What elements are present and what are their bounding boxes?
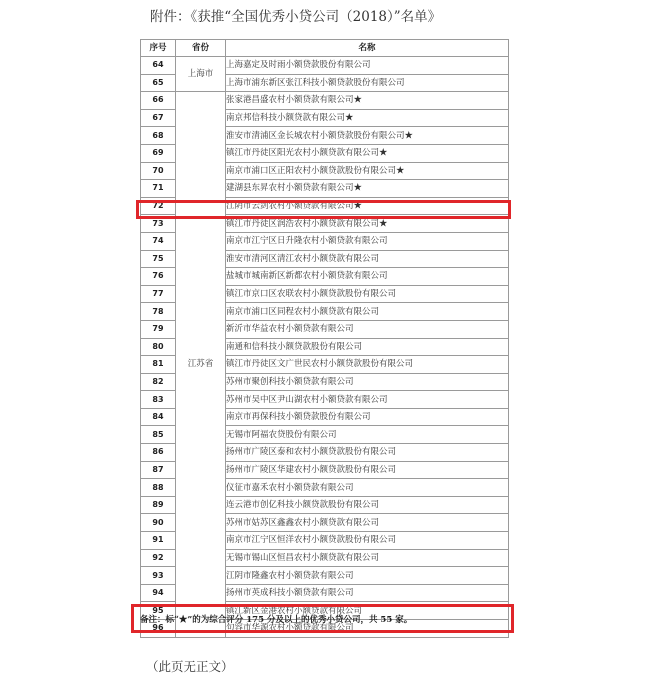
- row-serial-number: 72: [141, 197, 176, 215]
- table-row: [141, 92, 509, 110]
- row-serial-number: 82: [141, 373, 176, 391]
- row-company-name: 南京市江宁区日升隆农村小额贷款有限公司: [226, 232, 509, 250]
- row-serial-number: 69: [141, 144, 176, 162]
- row-company-name: 建湖县东昇农村小额贷款有限公司★: [226, 180, 509, 198]
- row-company-name: 句容市华源农村小额贷款有限公司: [226, 620, 509, 638]
- row-company-name: 仪征市嘉禾农村小额贷款有限公司: [226, 479, 509, 497]
- row-company-name: 南京邦信科技小额贷款有限公司★: [226, 109, 509, 127]
- row-serial-number: 67: [141, 109, 176, 127]
- row-company-name: 新沂市华益农村小额贷款有限公司: [226, 320, 509, 338]
- table-body: [141, 57, 509, 638]
- header-serial-number: 序号: [141, 40, 176, 57]
- row-serial-number: 79: [141, 320, 176, 338]
- row-serial-number: 89: [141, 496, 176, 514]
- row-serial-number: 65: [141, 74, 176, 92]
- row-company-name: 张家港昌盛农村小额贷款有限公司★: [226, 92, 509, 110]
- row-serial-number: 93: [141, 567, 176, 585]
- row-company-name: 无锡市阿福农贷股份有限公司: [226, 426, 509, 444]
- row-serial-number: 88: [141, 479, 176, 497]
- row-company-name: 苏州市聚创科技小额贷款有限公司: [226, 373, 509, 391]
- province-cell-jiangsu: 江苏省: [176, 92, 226, 637]
- row-company-name: 南京市浦口区正阳农村小额贷款股份有限公司★: [226, 162, 509, 180]
- header-company-name: 名称: [226, 40, 509, 57]
- document-title: 附件：《获推“全国优秀小贷公司（2018）”名单》: [150, 9, 442, 25]
- row-serial-number: 95: [141, 602, 176, 620]
- row-company-name: 扬州市广陵区泰和农村小额贷款股份有限公司: [226, 444, 509, 462]
- row-serial-number: 74: [141, 232, 176, 250]
- page-footer-note: （此页无正文）: [146, 659, 234, 674]
- row-serial-number: 96: [141, 620, 176, 638]
- row-serial-number: 66: [141, 92, 176, 110]
- row-company-name: 上海嘉定及时雨小额贷款股份有限公司: [226, 57, 509, 75]
- row-serial-number: 85: [141, 426, 176, 444]
- row-company-name: 南京市浦口区同程农村小额贷款有限公司: [226, 303, 509, 321]
- header-province: 省份: [176, 40, 226, 57]
- row-serial-number: 94: [141, 584, 176, 602]
- row-company-name: 无锡市锡山区恒昌农村小额贷款有限公司: [226, 549, 509, 567]
- row-serial-number: 76: [141, 268, 176, 286]
- row-serial-number: 70: [141, 162, 176, 180]
- row-serial-number: 90: [141, 514, 176, 532]
- row-company-name: 镇江市丹徒区润浩农村小额贷款有限公司★: [226, 215, 509, 233]
- row-company-name: 南通和信科技小额贷款股份有限公司: [226, 338, 509, 356]
- highlight-row-73-box: [136, 200, 511, 219]
- row-company-name: 镇江新区金港农村小额贷款有限公司: [226, 602, 509, 620]
- row-serial-number: 64: [141, 57, 176, 75]
- row-serial-number: 81: [141, 356, 176, 374]
- row-serial-number: 68: [141, 127, 176, 145]
- row-company-name: 扬州市英成科技小额贷款有限公司: [226, 584, 509, 602]
- row-company-name: 镇江市丹徒区文广世民农村小额贷款股份有限公司: [226, 356, 509, 374]
- row-company-name: 苏州市吴中区尹山湖农村小额贷款有限公司: [226, 391, 509, 409]
- row-company-name: 连云港市创亿科技小额贷款股份有限公司: [226, 496, 509, 514]
- row-company-name: 镇江市丹徒区阳光农村小额贷款有限公司★: [226, 144, 509, 162]
- row-company-name: 淮安市清河区清江农村小额贷款有限公司: [226, 250, 509, 268]
- row-company-name: 江阴市云剑农村小额贷款有限公司★: [226, 197, 509, 215]
- province-cell-shanghai: 上海市: [176, 57, 226, 92]
- row-serial-number: 78: [141, 303, 176, 321]
- row-serial-number: 91: [141, 532, 176, 550]
- row-company-name: 淮安市清浦区金长城农村小额贷款股份有限公司★: [226, 127, 509, 145]
- row-serial-number: 73: [141, 215, 176, 233]
- row-company-name: 南京市再保科技小额贷款股份有限公司: [226, 408, 509, 426]
- row-company-name: 镇江市京口区农联农村小额贷款股份有限公司: [226, 285, 509, 303]
- row-serial-number: 92: [141, 549, 176, 567]
- table-row: [141, 57, 509, 75]
- row-company-name: 江阴市隆鑫农村小额贷款有限公司: [226, 567, 509, 585]
- row-serial-number: 71: [141, 180, 176, 198]
- row-serial-number: 87: [141, 461, 176, 479]
- row-serial-number: 84: [141, 408, 176, 426]
- row-company-name: 扬州市广陵区华建农村小额贷款股份有限公司: [226, 461, 509, 479]
- row-company-name: 上海市浦东新区张江科技小额贷款股份有限公司: [226, 74, 509, 92]
- row-company-name: 南京市江宁区恒洋农村小额贷款股份有限公司: [226, 532, 509, 550]
- row-serial-number: 83: [141, 391, 176, 409]
- row-serial-number: 77: [141, 285, 176, 303]
- company-list-table: [140, 39, 509, 638]
- table-header-row: [141, 40, 509, 57]
- row-serial-number: 86: [141, 444, 176, 462]
- note-text: 备注：标“★”的为综合评分 175 分及以上的优秀小贷公司，共 55 家。: [140, 615, 413, 625]
- row-serial-number: 75: [141, 250, 176, 268]
- row-company-name: 苏州市姑苏区鑫鑫农村小额贷款有限公司: [226, 514, 509, 532]
- row-serial-number: 80: [141, 338, 176, 356]
- row-company-name: 盐城市城南新区新都农村小额贷款有限公司: [226, 268, 509, 286]
